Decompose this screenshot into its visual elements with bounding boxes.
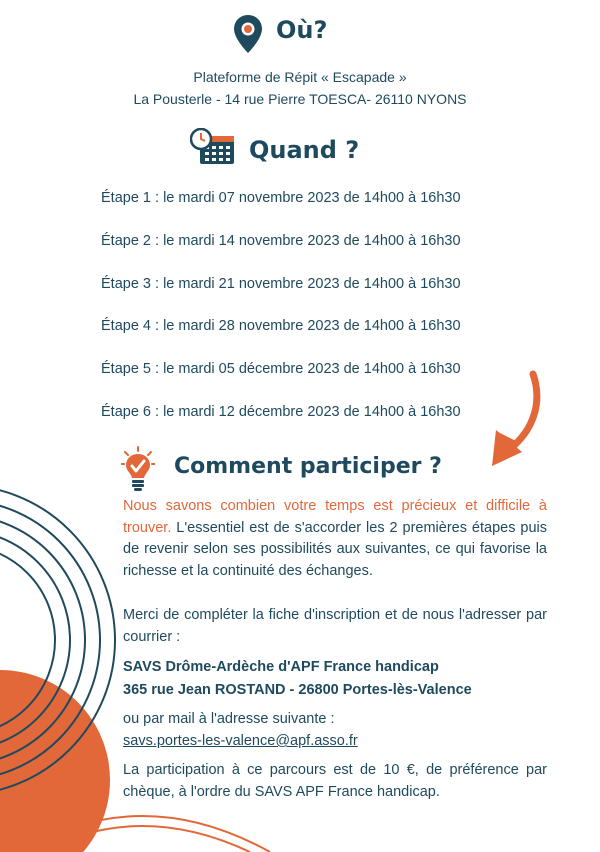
step-3: Étape 3 : le mardi 21 novembre 2023 de 14h00 à 16h30: [101, 276, 461, 292]
email-link[interactable]: savs.portes-les-valence@apf.asso.fr: [123, 733, 358, 749]
step-6: Étape 6 : le mardi 12 décembre 2023 de 14h00 à 16h30: [101, 404, 461, 420]
step-5: Étape 5 : le mardi 05 décembre 2023 de 14h00 à 16h30: [101, 361, 461, 377]
participate-intro: [123, 496, 547, 582]
orange-circle-shape: [0, 670, 110, 852]
fee-text: La participation à ce parcours est de 10 €, de préférence par chèque, à l'ordre du SAVS APF France handicap.: [123, 762, 547, 800]
intro-rest: L'essentiel est de s'accorder les 2 premières étapes puis de revenir selon ses possibilités aux suivantes, ce qui favorise la richesse et la continuité des échanges.: [123, 519, 547, 579]
address-line-1: SAVS Drôme-Ardèche d'APF France handicap: [123, 659, 439, 675]
form-instructions: Merci de compléter la fiche d'inscription et de nous l'adresser par courrier :: [123, 607, 547, 645]
when-title: Quand ?: [249, 136, 360, 164]
participate-title: Comment participer ?: [174, 454, 442, 479]
curved-arrow-icon: [488, 370, 548, 474]
step-2: Étape 2 : le mardi 14 novembre 2023 de 14h00 à 16h30: [101, 233, 461, 249]
address-line-2: 365 rue Jean ROSTAND - 26800 Portes-lès-Valence: [123, 682, 472, 698]
calendar-clock-icon: [190, 128, 236, 166]
lightbulb-check-icon: [121, 446, 155, 492]
step-1: Étape 1 : le mardi 07 novembre 2023 de 14h00 à 16h30: [101, 190, 461, 206]
map-pin-icon: [234, 15, 262, 53]
step-4: Étape 4 : le mardi 28 novembre 2023 de 14h00 à 16h30: [101, 318, 461, 334]
mail-text: ou par mail à l'adresse suivante :: [123, 711, 335, 727]
where-title: Où?: [276, 16, 328, 44]
where-line-1: Plateforme de Répit « Escapade »: [193, 69, 407, 85]
where-line-2: La Pousterle - 14 rue Pierre TOESCA- 26110 NYONS: [133, 91, 467, 107]
intro-highlight: Nous savons combien votre temps est précieux et difficile à trouver.: [123, 498, 547, 536]
